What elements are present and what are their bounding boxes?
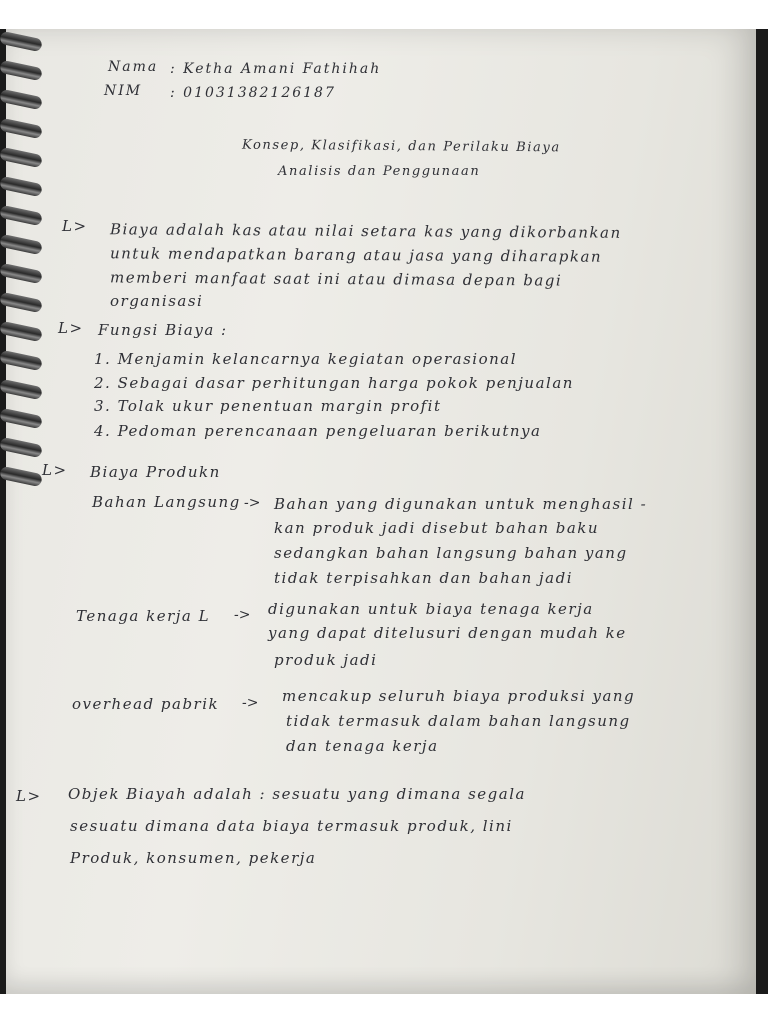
notebook-page	[6, 29, 756, 994]
spiral-ring	[0, 89, 43, 110]
objek-line: Produk, konsumen, pekerja	[70, 849, 317, 867]
spiral-ring	[0, 379, 43, 400]
bahan-langsung-label: Bahan Langsung	[92, 493, 241, 511]
spiral-ring	[0, 350, 43, 371]
spiral-ring	[0, 234, 43, 255]
spiral-ring	[0, 60, 43, 81]
spiral-ring	[0, 205, 43, 226]
notebook-photo	[0, 29, 768, 994]
nama-label: Nama	[108, 59, 159, 75]
bahan-line: kan produk jadi disebut bahan baku	[274, 519, 600, 537]
nim-value: : 01031382126187	[170, 85, 336, 101]
objek-line: Objek Biayah adalah : sesuatu yang dimana segala	[68, 785, 526, 803]
page-subtitle: Analisis dan Penggunaan	[278, 164, 481, 179]
spiral-ring	[0, 118, 43, 139]
bahan-line: tidak terpisahkan dan bahan jadi	[274, 569, 574, 587]
overhead-label: overhead pabrik	[72, 695, 220, 713]
spiral-ring	[0, 466, 43, 487]
spiral-ring	[0, 263, 43, 284]
spiral-ring	[0, 408, 43, 429]
fungsi-item: 4. Pedoman perencanaan pengeluaran berikutnya	[94, 422, 542, 440]
bahan-line: Bahan yang digunakan untuk menghasil -	[274, 495, 648, 513]
tenaga-line: produk jadi	[274, 651, 378, 669]
spiral-ring	[0, 31, 43, 52]
biaya-def-line: Biaya adalah kas atau nilai setara kas yang dikorbankan	[109, 220, 622, 242]
overhead-line: dan tenaga kerja	[286, 737, 439, 755]
biaya-produk-marker: L>	[42, 461, 68, 479]
objek-marker: L>	[16, 787, 42, 805]
overhead-arrow: ->	[242, 695, 259, 711]
nama-value: : Ketha Amani Fathihah	[170, 61, 382, 77]
nim-label: NIM	[104, 83, 143, 99]
tenaga-line: digunakan untuk biaya tenaga kerja	[268, 600, 594, 618]
fungsi-marker: L>	[58, 319, 84, 337]
tenaga-line: yang dapat ditelusuri dengan mudah ke	[268, 624, 627, 642]
spiral-ring	[0, 321, 43, 342]
spiral-ring	[0, 147, 43, 168]
bahan-line: sedangkan bahan langsung bahan yang	[274, 544, 628, 562]
biaya-def-line: organisasi	[110, 292, 204, 310]
biaya-def-line: untuk mendapatkan barang atau jasa yang diharapkan	[109, 244, 603, 266]
spiral-ring	[0, 176, 43, 197]
spiral-ring	[0, 437, 43, 458]
fungsi-item: 2. Sebagai dasar perhitungan harga pokok penjualan	[94, 374, 574, 392]
tenaga-kerja-label: Tenaga kerja L	[76, 607, 211, 625]
fungsi-item: 3. Tolak ukur penentuan margin profit	[94, 397, 442, 415]
page-title: Konsep, Klasifikasi, dan Perilaku Biaya	[241, 137, 561, 156]
spiral-ring	[0, 292, 43, 313]
spiral-binding	[0, 29, 48, 994]
tenaga-arrow: ->	[234, 607, 251, 623]
biaya-def-line: memberi manfaat saat ini atau dimasa depan bagi	[109, 268, 563, 290]
overhead-line: tidak termasuk dalam bahan langsung	[286, 712, 631, 730]
biaya-produk-heading: Biaya Produkn	[90, 463, 221, 481]
fungsi-heading: Fungsi Biaya :	[98, 321, 228, 339]
biaya-def-marker: L>	[62, 217, 88, 235]
bahan-arrow: ->	[244, 495, 261, 511]
fungsi-item: 1. Menjamin kelancarnya kegiatan operasional	[94, 350, 518, 368]
overhead-line: mencakup seluruh biaya produksi yang	[282, 687, 636, 705]
objek-line: sesuatu dimana data biaya termasuk produk, lini	[70, 817, 513, 835]
